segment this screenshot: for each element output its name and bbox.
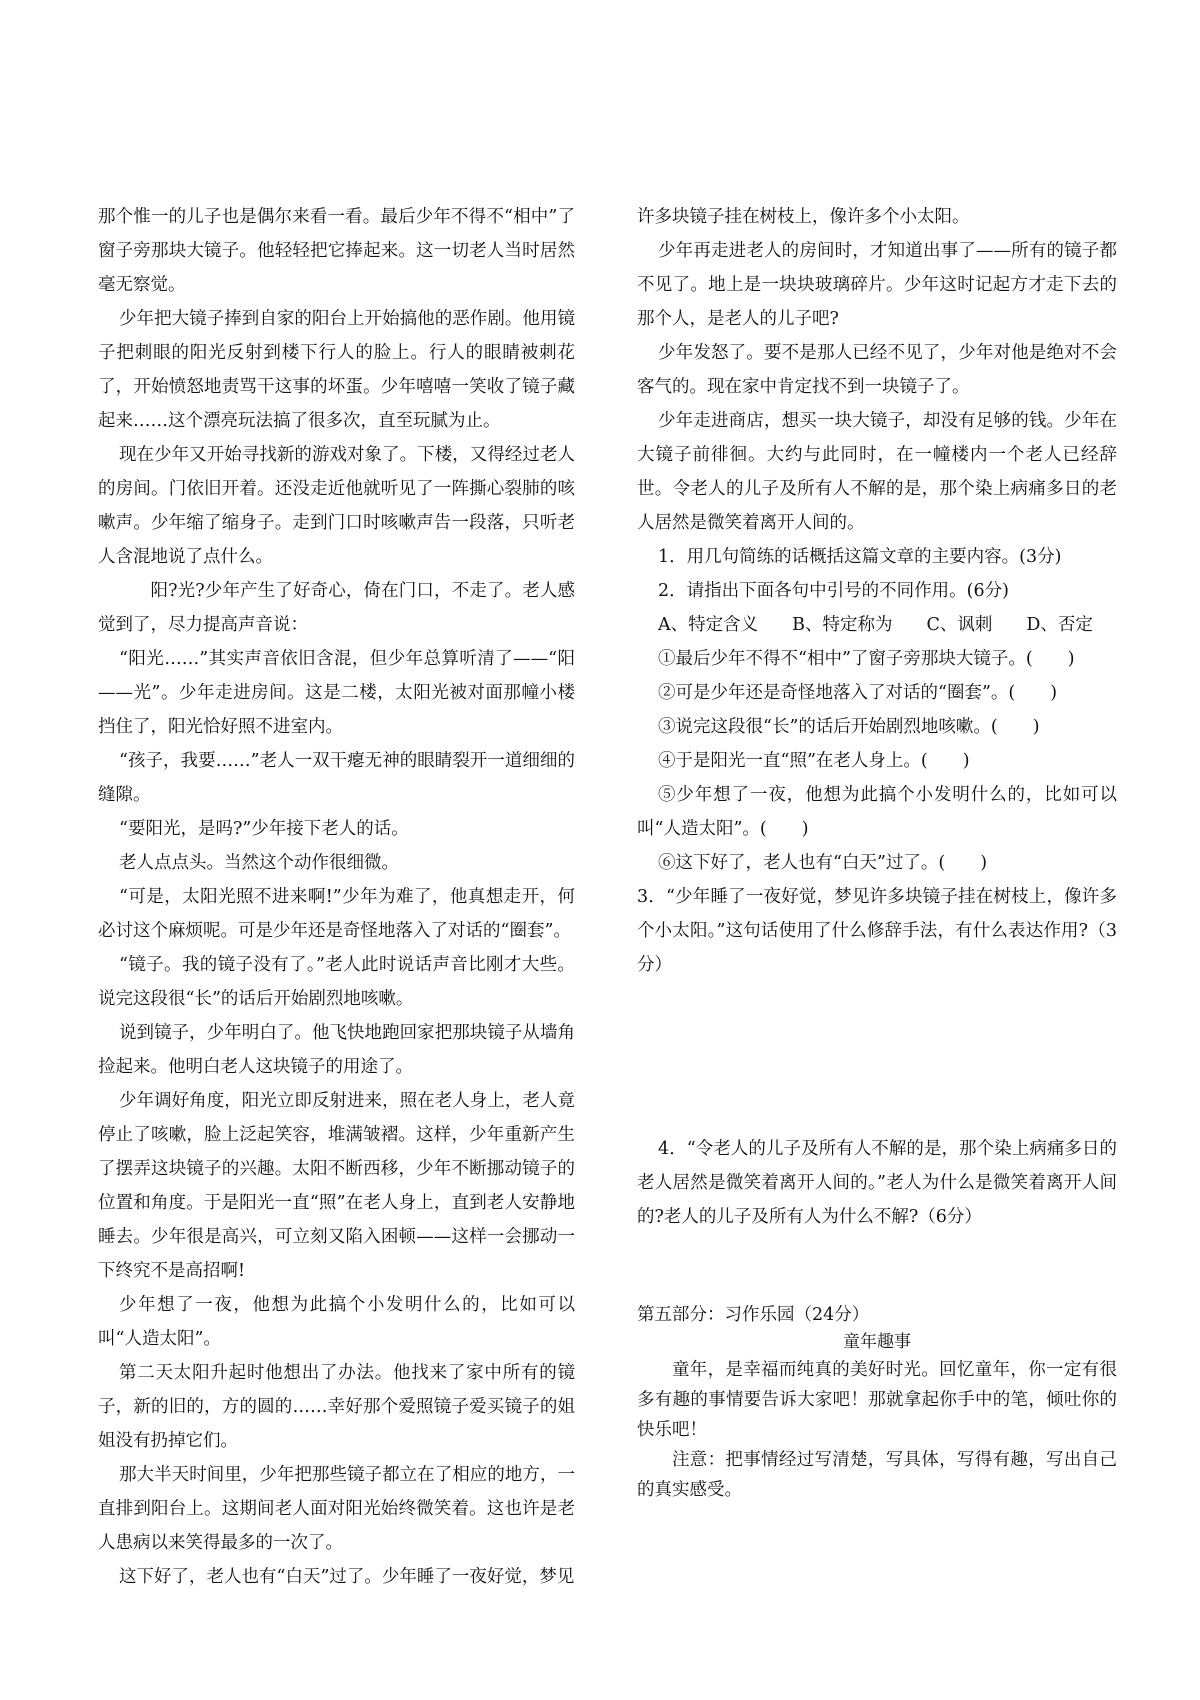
- story-paragraph: “镜子。我的镜子没有了。”老人此时说话声音比刚才大些。说完这段很“长”的话后开始剧烈地咳嗽。: [98, 955, 575, 1009]
- option-b: B、特定称为: [792, 615, 893, 635]
- story-paragraph: 说到镜子，少年明白了。他飞快地跑回家把那块镜子从墙角捡起来。他明白老人这块镜子的用途了。: [98, 1023, 575, 1077]
- story-paragraph: 现在少年又开始寻找新的游戏对象了。下楼，又得经过老人的房间。门依旧开着。还没走近他就听见了一阵撕心裂肺的咳嗽声。少年缩了缩身子。走到门口时咳嗽声告一段落，只听老人含混地说了点什么。: [98, 445, 575, 567]
- question-2-item: ④于是阳光一直“照”在老人身上。( ): [658, 751, 970, 771]
- option-c: C、讽刺: [926, 615, 993, 635]
- left-column: [98, 200, 575, 1594]
- story-paragraph: 少年发怒了。要不是那人已经不见了，少年对他是绝对不会客气的。现在家中肯定找不到一块镜子了。: [637, 343, 1117, 397]
- question-2: 2．请指出下面各句中引号的不同作用。(6分): [658, 581, 1009, 601]
- story-paragraph: 那大半天时间里，少年把那些镜子都立在了相应的地方，一直排到阳台上。这期间老人面对阳光始终微笑着。这也许是老人患病以来笑得最多的一次了。: [98, 1465, 575, 1553]
- story-paragraph: “要阳光，是吗?”少年接下老人的话。: [119, 819, 409, 839]
- option-a: A、特定含义: [658, 615, 759, 635]
- answer-space: [637, 1234, 1117, 1300]
- essay-title: 童年趣事: [843, 1332, 911, 1352]
- story-paragraph: 这下好了，老人也有“白天”过了。少年睡了一夜好觉，梦见: [119, 1567, 575, 1587]
- essay-prompt: 童年，是幸福而纯真的美好时光。回忆童年，你一定有很多有趣的事情要告诉大家吧！那就拿起你手中的笔，倾吐你的快乐吧！: [637, 1360, 1117, 1440]
- essay-note: 注意：把事情经过写清楚，写具体，写得有趣，写出自己的真实感受。: [637, 1450, 1117, 1500]
- option-d: D、否定: [1026, 615, 1093, 635]
- story-paragraph: 许多块镜子挂在树枝上，像许多个小太阳。: [637, 207, 970, 227]
- question-2-item: ①最后少年不得不“相中”了窗子旁那块大镜子。( ): [658, 649, 1075, 669]
- story-paragraph: 少年走进商店，想买一块大镜子，却没有足够的钱。少年在大镜子前徘徊。大约与此同时，在一幢楼内一个老人已经辞世。令老人的儿子及所有人不解的是，那个染上病痛多日的老人居然是微笑着离开人间的。: [637, 411, 1117, 533]
- question-3: 3．“少年睡了一夜好觉，梦见许多块镜子挂在树枝上，像许多个小太阳。”这句话使用了什么修辞手法，有什么表达作用?（3分）: [637, 887, 1117, 975]
- question-1: 1．用几句简练的话概括这篇文章的主要内容。(3分): [658, 547, 1062, 567]
- right-column: [637, 200, 1117, 1505]
- story-paragraph: 第二天太阳升起时他想出了办法。他找来了家中所有的镜子，新的旧的，方的圆的……幸好那个爱照镜子爱买镜子的姐姐没有扔掉它们。: [98, 1363, 575, 1451]
- question-2-item: ③说完这段很“长”的话后开始剧烈地咳嗽。( ): [658, 717, 1040, 737]
- story-paragraph: “阳光……”其实声音依旧含混，但少年总算听清了——“阳——光”。少年走进房间。这是二楼，太阳光被对面那幢小楼挡住了，阳光恰好照不进室内。: [98, 649, 575, 737]
- story-paragraph: 少年想了一夜，他想为此搞个小发明什么的，比如可以叫“人造太阳”。: [98, 1295, 575, 1349]
- story-paragraph: 那个惟一的儿子也是偶尔来看一看。最后少年不得不“相中”了窗子旁那块大镜子。他轻轻把它捧起来。这一切老人当时居然毫无察觉。: [98, 207, 575, 295]
- story-paragraph: “孩子，我要……”老人一双干瘪无神的眼睛裂开一道细细的缝隙。: [98, 751, 575, 805]
- question-2-options: [637, 608, 1117, 642]
- part5-heading: 第五部分：习作乐园（24分）: [637, 1305, 870, 1325]
- story-paragraph: 老人点点头。当然这个动作很细微。: [119, 853, 399, 873]
- question-2-item: ②可是少年还是奇怪地落入了对话的“圈套”。( ): [658, 683, 1058, 703]
- story-paragraph: 阳?光?少年产生了好奇心，倚在门口，不走了。老人感觉到了，尽力提高声音说：: [98, 581, 575, 635]
- question-2-item: ⑥这下好了，老人也有“白天”过了。( ): [658, 853, 988, 873]
- question-2-item: ⑤少年想了一夜，他想为此搞个小发明什么的，比如可以叫“人造太阳”。( ): [637, 785, 1117, 839]
- answer-space: [637, 982, 1117, 1132]
- story-paragraph: “可是，太阳光照不进来啊!”少年为难了，他真想走开，何必讨这个麻烦呢。可是少年还是奇怪地落入了对话的“圈套”。: [98, 887, 575, 941]
- story-paragraph: 少年把大镜子捧到自家的阳台上开始搞他的恶作剧。他用镜子把刺眼的阳光反射到楼下行人的脸上。行人的眼睛被刺花了，开始愤怒地责骂干这事的坏蛋。少年嘻嘻一笑收了镜子藏起来……这个漂亮玩法搞了很多次，直至玩腻为止。: [98, 309, 575, 431]
- question-4: 4．“令老人的儿子及所有人不解的是，那个染上病痛多日的老人居然是微笑着离开人间的。”老人为什么是微笑着离开人间的?老人的儿子及所有人为什么不解?（6分）: [637, 1139, 1117, 1227]
- story-paragraph: 少年再走进老人的房间时，才知道出事了——所有的镜子都不见了。地上是一块块玻璃碎片。少年这时记起方才走下去的那个人，是老人的儿子吧?: [637, 241, 1117, 329]
- story-paragraph: 少年调好角度，阳光立即反射进来，照在老人身上，老人竟停止了咳嗽，脸上泛起笑容，堆满皱褶。这样，少年重新产生了摆弄这块镜子的兴趣。太阳不断西移，少年不断挪动镜子的位置和角度。于是阳光一直“照”在老人身上，直到老人安静地睡去。少年很是高兴，可立刻又陷入困顿——这样一会挪动一下终究不是高招啊!: [98, 1091, 575, 1281]
